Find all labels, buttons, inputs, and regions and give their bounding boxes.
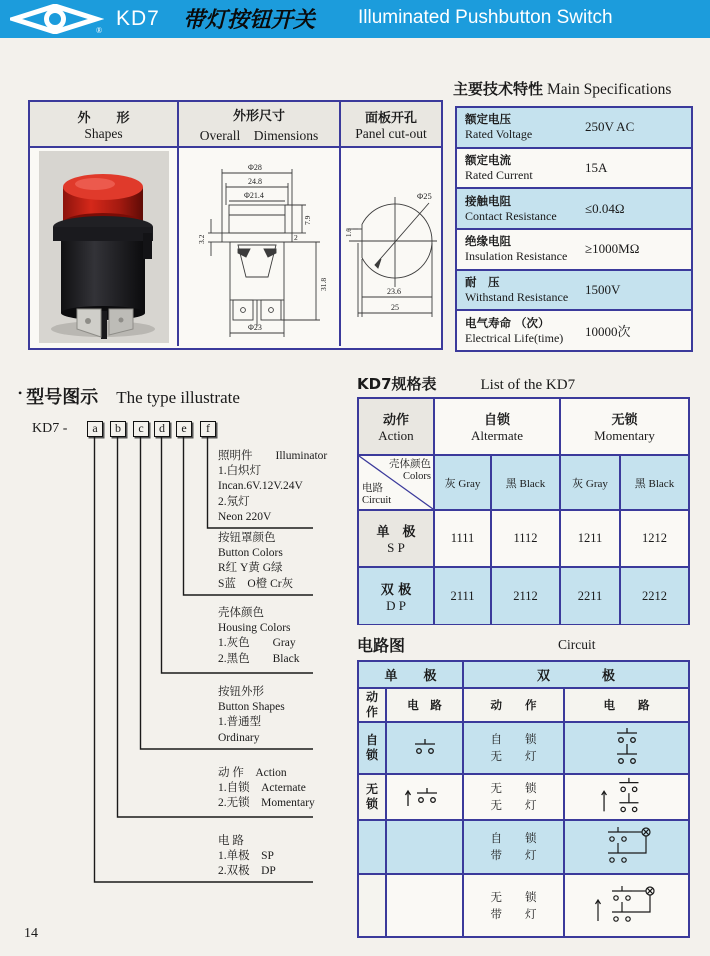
circuit-row1-dp-label: [464, 723, 565, 775]
circuit-row4-dp-label: [464, 875, 565, 936]
code-box-e: e: [176, 421, 192, 437]
legend-line: 2.黑色 Black: [218, 652, 300, 665]
legend-line: 按钮罩颜色: [218, 532, 276, 544]
circuit-sub-circuit2: 电 路: [565, 689, 688, 723]
list-col-black-1: 黑 Black: [492, 456, 561, 511]
list-col-gray-1: 灰 Gray: [435, 456, 492, 511]
list-header-momentary: [561, 399, 688, 456]
spec-zh: 耐 压: [465, 275, 500, 290]
list-header-momentary-zh: 无锁: [611, 413, 638, 428]
legend-line: 2.双极 DP: [218, 865, 276, 878]
legend-line: 1.自锁 Acternate: [218, 782, 306, 795]
spec-zh: 接触电阻: [465, 193, 511, 208]
circuit-row3-sp-empty: [387, 821, 464, 875]
spec-en: Electrical Life(time): [465, 330, 564, 345]
legend-line: Incan.6V.12V.24V: [218, 480, 303, 493]
sp-code: 1212: [621, 511, 688, 568]
shapes-header-dims-zh: 外形尺寸: [232, 108, 285, 124]
spec-en: Insulation Resistance: [465, 249, 568, 264]
legend-line: 动 作 Action: [218, 767, 287, 779]
shapes-header-cutout-zh: 面板开孔: [364, 110, 417, 126]
list-header-alternate-zh: 自锁: [483, 413, 510, 428]
dp-code: 2211: [561, 568, 621, 624]
circuit-sub-action2: 动 作: [464, 689, 565, 723]
sp-label-en: S P: [387, 540, 405, 555]
legend-line: 1.灰色 Gray: [218, 637, 296, 650]
spec-zh: 电气寿命 （次）: [465, 315, 550, 330]
dim-cap-base: 24.8: [248, 177, 262, 186]
list-header-alternate-en: Altermate: [471, 428, 523, 443]
list-header-momentary-en: Momentary: [594, 428, 655, 443]
legend-line: Housing Colors: [218, 622, 291, 635]
sub-action1-l1: 动: [365, 690, 378, 704]
legend-line: Button Colors: [218, 547, 283, 560]
spec-en: Contact Resistance: [465, 208, 557, 223]
spec-zh: 额定电压: [465, 112, 511, 127]
circuit-row1-dp-symbol-cell: [565, 723, 688, 775]
dim-flange-t: 3.2: [197, 234, 206, 244]
dp-alternate-lamp-circuit-icon: [594, 824, 660, 870]
list-header-action-zh: 动作: [382, 413, 409, 428]
dim-top-dia: Φ28: [248, 163, 262, 172]
circuit-row3-dp-symbol-cell: [565, 821, 688, 875]
shapes-header-cutout: [341, 102, 441, 148]
spec-value: 15A: [585, 160, 608, 175]
dim-cap-h: 7.9: [303, 215, 312, 225]
row4-dp-l2: 带 灯: [490, 906, 537, 921]
legend-line: S蓝 O橙 Cr灰: [218, 577, 294, 590]
row2-dp-l1: 无 锁: [490, 781, 537, 795]
dimension-drawing: [180, 149, 338, 345]
bullet-icon: •: [18, 386, 23, 400]
legend-line: Neon 220V: [218, 510, 272, 523]
type-code-prefix: KD7 -: [32, 421, 68, 436]
circuit-table: [357, 660, 690, 938]
sp-code: 1211: [561, 511, 621, 568]
legend-line: 1.普通型: [218, 716, 262, 729]
row1-dp-l2: 无 灯: [490, 749, 537, 763]
legend-housing-colors: [218, 606, 353, 667]
page-number: 14: [24, 926, 38, 941]
code-box-b: b: [110, 421, 126, 437]
panel-cutout-drawing: [343, 149, 439, 345]
specs-title-zh: 主要技术特性: [453, 80, 544, 98]
circuit-sub-circuit1: 电 路: [387, 689, 464, 723]
spec-value: ≥1000MΩ: [585, 241, 640, 257]
legend-line: 照明件 Illuminator: [218, 450, 328, 462]
header-title-en: Illuminated Pushbutton Switch: [358, 7, 613, 28]
legend-line: 2.氖灯: [218, 495, 250, 508]
dp-alternate-circuit-icon: [599, 725, 655, 771]
circuit-row2-dp-label: [464, 775, 565, 821]
header-model: KD7: [116, 7, 160, 30]
dp-code: 2212: [621, 568, 688, 624]
dp-label-en: D P: [386, 597, 406, 613]
type-illustrate-title-zh: 型号图示: [26, 387, 99, 408]
list-title-en: List of the KD7: [480, 377, 576, 393]
legend-line: 电 路: [218, 835, 244, 847]
sp-label-zh: 单 极: [376, 525, 416, 540]
row1-dp-l1: 自 锁: [490, 732, 537, 746]
spec-row-rated-current: [457, 149, 691, 190]
circuit-row2-dp-symbol-cell: [565, 775, 688, 821]
spec-row-withstand-resistance: [457, 271, 691, 312]
header-bar: [0, 0, 710, 38]
cutout-across: 23.6: [387, 287, 401, 296]
list-header-action-en: Action: [378, 428, 414, 443]
diag-colors-en: Colors: [402, 471, 431, 482]
shapes-header-shape: [30, 102, 179, 148]
shapes-header-cutout-en: Panel cut-out: [355, 125, 427, 141]
diag-circuit-en: Circuit: [362, 495, 392, 506]
shapes-header-dimensions: [179, 102, 341, 148]
legend-action: [218, 766, 353, 812]
legend-line: 壳体颜色: [218, 607, 264, 619]
shapes-header-dims-en: Overall Dimensions: [199, 127, 319, 143]
list-row-sp-label: [359, 511, 435, 568]
row2-act-l1: 无: [365, 782, 378, 796]
circuit-row3-action-empty: [359, 821, 387, 875]
legend-line: Button Shapes: [218, 701, 285, 714]
product-photo-cell: [30, 148, 179, 346]
row3-dp-l2: 带 灯: [490, 848, 537, 862]
spec-zh: 额定电流: [465, 153, 511, 167]
cutout-dia: Φ25: [417, 191, 432, 201]
legend-button-colors: [218, 531, 353, 592]
circuit-row4-dp-symbol-cell: [565, 875, 688, 936]
shapes-header-shape-en: Shapes: [84, 125, 123, 141]
list-col-gray-2: 灰 Gray: [561, 456, 621, 511]
circuit-row3-dp-label: [464, 821, 565, 875]
diag-circuit-zh: 电路: [362, 482, 383, 494]
list-header-alternate: [435, 399, 561, 456]
legend-line: R红 Y黄 G绿: [218, 562, 283, 575]
spec-en: Withstand Resistance: [465, 290, 569, 305]
dp-code: 2112: [492, 568, 561, 624]
circuit-row1-action: [359, 723, 387, 775]
spec-en: Rated Voltage: [465, 127, 533, 142]
panel-cutout-cell: [341, 148, 441, 346]
legend-illuminator: [218, 449, 353, 525]
circuit-title-zh: 电路图: [357, 636, 406, 655]
circuit-row4-sp-empty: [387, 875, 464, 936]
product-photo: [31, 151, 176, 343]
spec-value: 250V AC: [585, 119, 635, 135]
row3-dp-l1: 自 锁: [490, 831, 537, 845]
type-illustrate-title-en: The type illustrate: [116, 388, 240, 407]
specs-table: [455, 106, 693, 352]
legend-circuit: [218, 834, 353, 880]
spec-row-insulation-resistance: [457, 230, 691, 271]
spec-row-electrical-life: [457, 311, 691, 350]
shapes-table: [28, 100, 443, 350]
dim-cap-dia: Φ21.4: [244, 191, 264, 200]
legend-line: Ordinary: [218, 731, 260, 744]
code-box-c: c: [133, 421, 149, 437]
legend-line: 2.无锁 Momentary: [218, 797, 315, 810]
circuit-row4-action-empty: [359, 875, 387, 936]
circuit-header-sp: 单 极: [359, 662, 464, 689]
code-box-d: d: [154, 421, 170, 437]
cutout-width: 25: [391, 303, 399, 312]
code-box-a: a: [87, 421, 103, 437]
spec-zh: 绝缘电阻: [465, 234, 511, 249]
logo-registered-mark: ®: [96, 26, 103, 34]
specs-title-en: Main Specifications: [547, 81, 672, 98]
row4-dp-l1: 无 锁: [490, 889, 537, 904]
circuit-sub-action1: [359, 689, 387, 723]
legend-line: 1.单极 SP: [218, 850, 274, 863]
specs-title: [453, 78, 671, 99]
list-col-black-2: 黑 Black: [621, 456, 688, 511]
row1-act-l2: 锁: [365, 748, 378, 762]
legend-line: 按钮外形: [218, 686, 264, 698]
dp-momentary-lamp-circuit-icon: [592, 883, 662, 929]
dimension-drawing-cell: [179, 148, 341, 346]
circuit-title-en: Circuit: [558, 637, 596, 652]
dp-code: 2111: [435, 568, 492, 624]
diamond-o-logo-icon: [10, 4, 104, 34]
spec-row-rated-voltage: [457, 108, 691, 149]
header-title-zh: 带灯按钮开关: [183, 8, 316, 33]
dim-body-dia: Φ23: [248, 323, 262, 332]
legend-line: 1.白炽灯: [218, 465, 262, 478]
circuit-header-dp: 双 极: [464, 662, 688, 689]
sp-code: 1111: [435, 511, 492, 568]
dp-momentary-circuit-icon: [597, 775, 657, 819]
dp-label-zh: 双 极: [380, 582, 412, 598]
list-header-action: [359, 399, 435, 456]
code-box-f: f: [200, 421, 216, 437]
dim-body-h: 31.8: [319, 277, 328, 291]
spec-en: Rated Current: [465, 168, 533, 182]
sub-action1-l2: 作: [365, 705, 378, 719]
dim-panel-t: 2: [294, 233, 298, 242]
spec-value: ≤0.04Ω: [585, 200, 625, 216]
list-title-zh: KD7规格表: [357, 375, 437, 393]
row2-dp-l2: 无 灯: [490, 798, 537, 812]
sp-code: 1112: [492, 511, 561, 568]
row1-act-l1: 自: [365, 733, 378, 747]
sp-momentary-circuit-icon: [403, 784, 447, 810]
circuit-row1-sp-symbol-cell: [387, 723, 464, 775]
shapes-header-shape-zh: 外 形: [77, 110, 130, 126]
cutout-flat: 1.6: [345, 228, 353, 237]
list-row-dp-label: [359, 568, 435, 624]
circuit-row2-sp-symbol-cell: [387, 775, 464, 821]
list-diagonal-cell: [359, 456, 435, 511]
circuit-row2-action: [359, 775, 387, 821]
sp-alternate-circuit-icon: [405, 735, 445, 761]
spec-row-contact-resistance: [457, 189, 691, 230]
row2-act-l2: 锁: [365, 797, 378, 811]
legend-button-shapes: [218, 685, 353, 746]
list-table: [357, 397, 690, 625]
spec-value: 1500V: [585, 282, 621, 298]
diag-colors-zh: 壳体颜色: [389, 458, 431, 470]
list-table-title: [357, 373, 575, 394]
spec-value: 10000次: [585, 324, 631, 340]
